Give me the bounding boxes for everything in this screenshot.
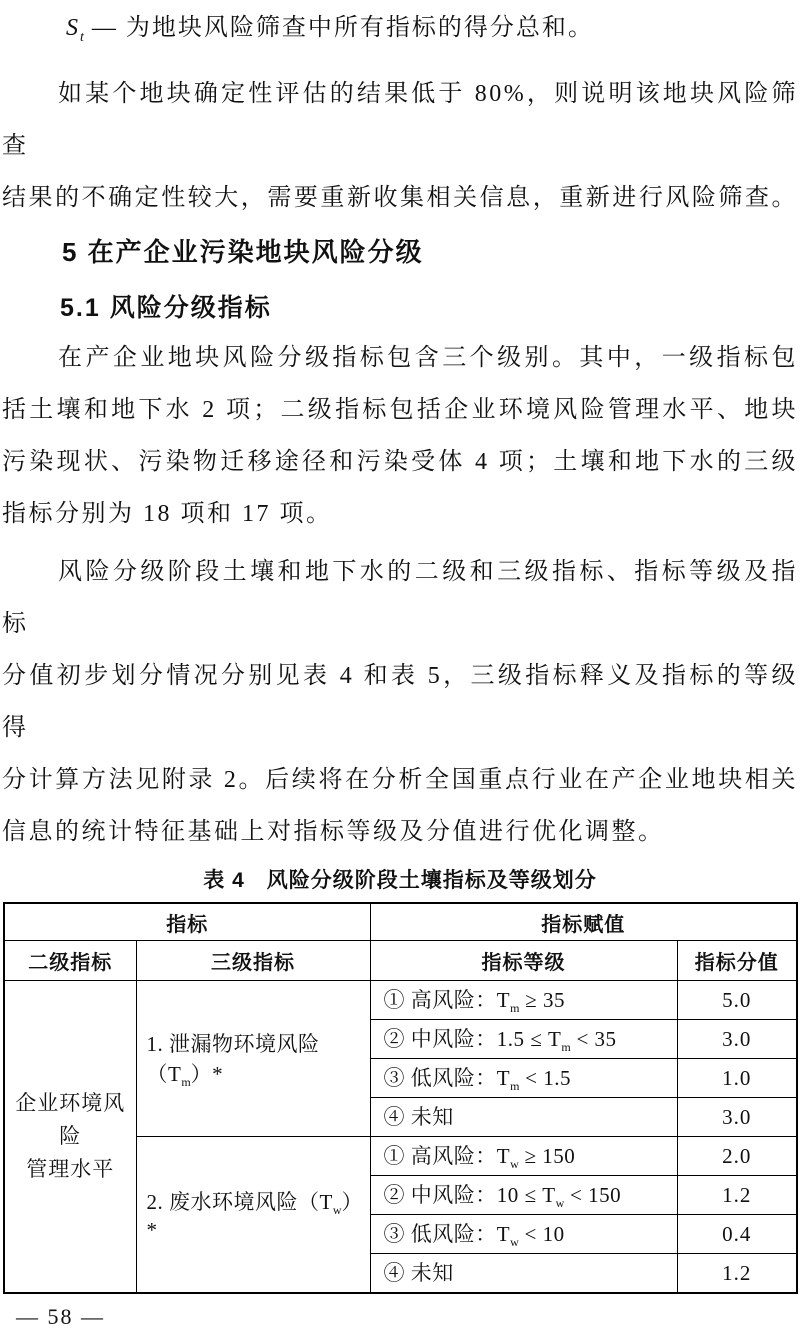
- secondary-indicator-cell: [4, 981, 136, 1293]
- grade-text: < 150: [564, 1183, 622, 1208]
- grade-text: ④ 未知: [383, 1260, 454, 1285]
- grade-text: < 10: [518, 1222, 565, 1247]
- score-cell: 1.2: [677, 1176, 797, 1215]
- paragraph-line: 如某个地块确定性评估的结果低于 80%，则说明该地块风险筛查: [2, 80, 798, 159]
- table-row: [4, 981, 797, 1020]
- paragraph-line: 分计算方法见附录 2。后续将在分析全国重点行业在产企业地块相关: [2, 766, 798, 793]
- grade-cell: [370, 1176, 677, 1215]
- grade-text: < 35: [570, 1027, 617, 1052]
- col-header-indicator: 指标: [4, 903, 370, 941]
- symbol-definition-text: — 为地块风险筛查中所有指标的得分总和。: [83, 15, 594, 41]
- paragraph-line: 在产企业地块风险分级指标包含三个级别。其中，一级指标包: [58, 344, 798, 371]
- tertiary-subscript: w: [332, 1203, 342, 1218]
- grade-text: ≥ 35: [519, 988, 565, 1013]
- paragraph-line: 风险分级阶段土壤和地下水的二级和三级指标、指标等级及指标: [2, 558, 798, 637]
- grade-text: ④ 未知: [383, 1105, 454, 1130]
- table-header-row-2: [4, 941, 797, 981]
- grade-text: ② 中风险：10 ≤ T: [383, 1183, 556, 1208]
- score-cell: 3.0: [677, 1098, 797, 1137]
- score-cell: 2.0: [677, 1137, 797, 1176]
- grade-cell: [370, 1059, 677, 1098]
- symbol-subscript: t: [80, 29, 84, 45]
- grade-subscript: w: [555, 1196, 565, 1211]
- paragraph-line: 分值初步划分情况分别见表 4 和表 5，三级指标释义及指标的等级得: [2, 662, 798, 741]
- grade-text: ≥ 150: [518, 1144, 576, 1169]
- symbol-definition-line: [2, 2, 798, 64]
- paragraph-line: 污染现状、污染物迁移途径和污染受体 4 项；土壤和地下水的三级: [2, 448, 798, 475]
- paragraph-uncertainty: [2, 68, 798, 224]
- paragraph-table-reference: [2, 546, 798, 858]
- section-heading-5: 5 在产企业污染地块风险分级: [62, 236, 424, 267]
- grade-cell: [370, 981, 677, 1020]
- table-caption: 表 4 风险分级阶段土壤指标及等级划分: [203, 868, 597, 892]
- paragraph-line: 信息的统计特征基础上对指标等级及分值进行优化调整。: [2, 818, 665, 845]
- col-header-grade: 指标等级: [370, 941, 677, 981]
- paragraph-line: 结果的不确定性较大，需要重新收集相关信息，重新进行风险筛查。: [2, 184, 798, 211]
- score-cell: 3.0: [677, 1020, 797, 1059]
- grade-cell: [370, 1215, 677, 1254]
- symbol-letter: S: [66, 15, 80, 41]
- tertiary-text: ）*: [190, 1061, 224, 1086]
- score-cell: 0.4: [677, 1215, 797, 1254]
- grade-text: ① 高风险：T: [383, 988, 511, 1013]
- secondary-indicator-line: 管理水平: [26, 1157, 115, 1182]
- grade-subscript: w: [510, 1235, 519, 1250]
- grade-subscript: m: [561, 1040, 571, 1055]
- tertiary-indicator-cell: [136, 981, 370, 1137]
- tertiary-subscript: m: [181, 1074, 191, 1089]
- grade-cell: [370, 1098, 677, 1137]
- col-header-score: 指标分值: [677, 941, 797, 981]
- grade-text: < 1.5: [519, 1066, 572, 1091]
- col-header-tertiary: 三级指标: [136, 941, 370, 981]
- soil-indicator-table: [3, 902, 798, 1294]
- grade-subscript: m: [510, 1079, 520, 1094]
- col-header-secondary: 二级指标: [4, 941, 136, 981]
- grade-cell: [370, 1020, 677, 1059]
- table-header-row-1: [4, 903, 797, 941]
- paragraph-line: 括土壤和地下水 2 项；二级指标包括企业环境风险管理水平、地块: [2, 396, 798, 423]
- score-cell: 1.2: [677, 1254, 797, 1293]
- grade-text: ③ 低风险：T: [383, 1066, 511, 1091]
- paragraph-line: 指标分别为 18 项和 17 项。: [2, 500, 333, 527]
- footer-page-number: — 58 —: [16, 1303, 105, 1329]
- grade-text: ③ 低风险：T: [383, 1222, 511, 1247]
- tertiary-text: 1. 泄漏物环境风险（T: [146, 1031, 320, 1086]
- section-heading-5-1: 5.1 风险分级指标: [60, 293, 272, 322]
- tertiary-text: ）*: [146, 1189, 363, 1243]
- score-cell: 5.0: [677, 981, 797, 1020]
- symbol-variable: [66, 15, 84, 45]
- grade-cell: [370, 1254, 677, 1293]
- paragraph-indicator-levels: [2, 332, 798, 540]
- tertiary-text: 2. 废水环境风险（T: [146, 1189, 333, 1214]
- score-cell: 1.0: [677, 1059, 797, 1098]
- grade-text: ① 高风险：T: [383, 1144, 511, 1169]
- grade-cell: [370, 1137, 677, 1176]
- grade-subscript: m: [510, 1001, 520, 1016]
- tertiary-indicator-cell: [136, 1137, 370, 1293]
- grade-text: ② 中风险：1.5 ≤ T: [383, 1027, 562, 1052]
- col-header-assignment: 指标赋值: [370, 903, 797, 941]
- grade-subscript: w: [510, 1157, 519, 1172]
- secondary-indicator-line: 企业环境风险: [15, 1091, 126, 1149]
